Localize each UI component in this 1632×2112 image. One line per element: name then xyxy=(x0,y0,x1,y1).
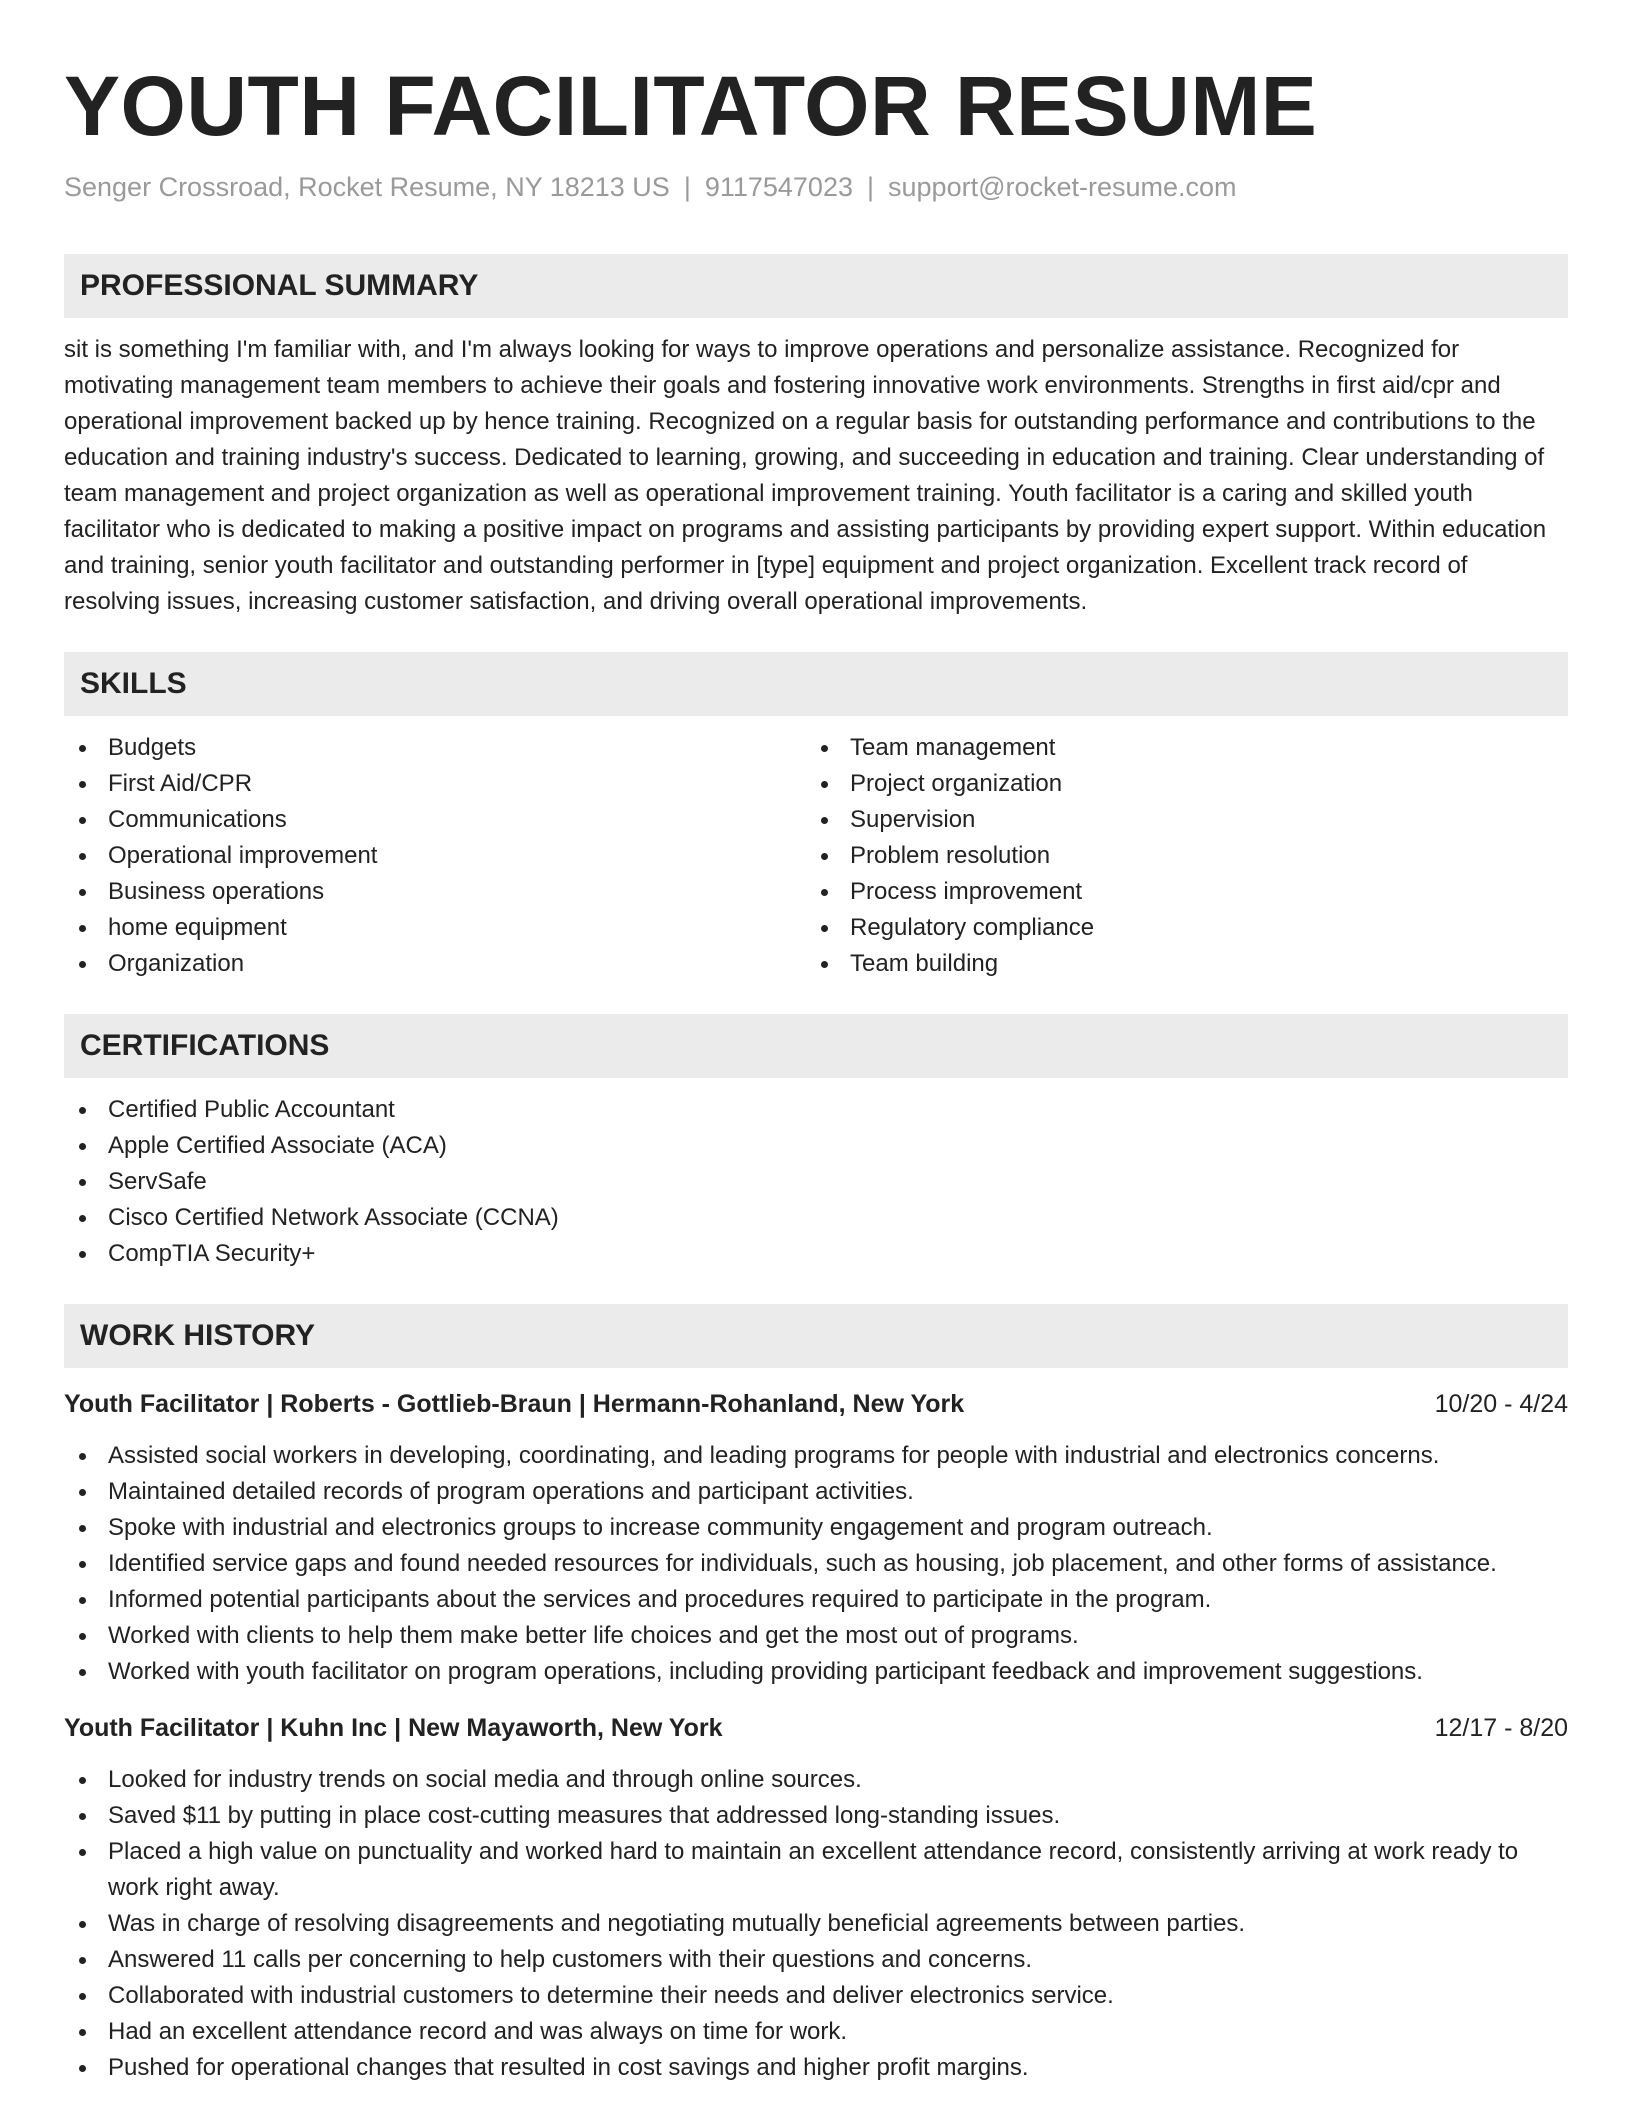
job-bullet: Collaborated with industrial customers to determine their needs and deliver electronics service. xyxy=(64,1978,1568,2014)
contact-phone: 9117547023 xyxy=(704,172,853,202)
job-bullet: Identified service gaps and found needed resources for individuals, such as housing, job placement, and other forms of assistance. xyxy=(64,1546,1568,1582)
section-header-work-history: WORK HISTORY xyxy=(64,1304,1568,1368)
job-bullet: Had an excellent attendance record and was always on time for work. xyxy=(64,2014,1568,2050)
job-bullet: Worked with youth facilitator on program operations, including providing participant feedback and improvement suggestions. xyxy=(64,1654,1568,1690)
summary-text: sit is something I'm familiar with, and I'm always looking for ways to improve operations and personalize assistance. Recognized for motivating management team members to achieve their goals and fostering innovative work environments. Strengths in first aid/cpr and operational improvement backed up by hence training. Recognized on a regular basis for outstanding performance and contributions to the education and training industry's success. Dedicated to learning, growing, and succeeding in education and training. Clear understanding of team management and project organization as well as operational improvement training. Youth facilitator is a caring and skilled youth facilitator who is dedicated to making a positive impact on programs and assisting participants by providing expert support. Within education and training, senior youth facilitator and outstanding performer in [type] equipment and project organization. Excellent track record of resolving issues, increasing customer satisfaction, and driving overall operational improvements. xyxy=(64,336,1547,615)
job-bullet: Maintained detailed records of program operations and participant activities. xyxy=(64,1474,1568,1510)
certification-item: CompTIA Security+ xyxy=(64,1236,1568,1272)
contact-separator: | xyxy=(683,172,691,202)
job-header xyxy=(64,1710,1568,1746)
job-bullet: Placed a high value on punctuality and worked hard to maintain an excellent attendance record, consistently arriving at work ready to work right away. xyxy=(64,1834,1568,1906)
contact-email: support@rocket-resume.com xyxy=(888,172,1237,202)
skill-item: Communications xyxy=(64,802,806,838)
skill-item: Team management xyxy=(806,730,1548,766)
certification-item: Apple Certified Associate (ACA) xyxy=(64,1128,1568,1164)
skills-list-left xyxy=(64,730,806,982)
section-header-summary: PROFESSIONAL SUMMARY xyxy=(64,254,1568,318)
job-bullet: Assisted social workers in developing, coordinating, and leading programs for people with industrial and electronics concerns. xyxy=(64,1438,1568,1474)
job-bullet: Spoke with industrial and electronics groups to increase community engagement and program outreach. xyxy=(64,1510,1568,1546)
skill-item: Budgets xyxy=(64,730,806,766)
job-bullets xyxy=(64,1438,1568,1690)
skill-item: home equipment xyxy=(64,910,806,946)
skill-item: Operational improvement xyxy=(64,838,806,874)
skill-item: Problem resolution xyxy=(806,838,1548,874)
certification-item: Certified Public Accountant xyxy=(64,1092,1568,1128)
job-dates: 10/20 - 4/24 xyxy=(1434,1390,1568,1418)
skills-grid xyxy=(64,716,1568,982)
resume-title: YOUTH FACILITATOR RESUME xyxy=(64,59,1318,153)
skill-item: Organization xyxy=(64,946,806,982)
skill-item: Project organization xyxy=(806,766,1548,802)
section-header-certifications: CERTIFICATIONS xyxy=(64,1014,1568,1078)
skill-item: Regulatory compliance xyxy=(806,910,1548,946)
job-header xyxy=(64,1386,1568,1422)
job-bullet: Was in charge of resolving disagreements and negotiating mutually beneficial agreements between parties. xyxy=(64,1906,1568,1942)
certification-item: ServSafe xyxy=(64,1164,1568,1200)
contact-address: Senger Crossroad, Rocket Resume, NY 18213 US xyxy=(64,172,670,202)
job-bullet: Looked for industry trends on social media and through online sources. xyxy=(64,1762,1568,1798)
job-bullet: Pushed for operational changes that resulted in cost savings and higher profit margins. xyxy=(64,2050,1568,2086)
job-bullets xyxy=(64,1762,1568,2086)
skill-item: Supervision xyxy=(806,802,1548,838)
job-dates: 12/17 - 8/20 xyxy=(1434,1714,1568,1742)
skill-item: Process improvement xyxy=(806,874,1548,910)
job-bullet: Informed potential participants about the services and procedures required to participate in the program. xyxy=(64,1582,1568,1618)
skills-list-right xyxy=(806,730,1548,982)
skill-item: Team building xyxy=(806,946,1548,982)
skill-item: Business operations xyxy=(64,874,806,910)
job-bullet: Worked with clients to help them make better life choices and get the most out of programs. xyxy=(64,1618,1568,1654)
certification-item: Cisco Certified Network Associate (CCNA) xyxy=(64,1200,1568,1236)
job-title: Youth Facilitator | Roberts - Gottlieb-Braun | Hermann-Rohanland, New York xyxy=(64,1390,965,1418)
contact-line xyxy=(64,170,1568,204)
skill-item: First Aid/CPR xyxy=(64,766,806,802)
job-title: Youth Facilitator | Kuhn Inc | New Mayaworth, New York xyxy=(64,1714,723,1742)
contact-separator: | xyxy=(867,172,875,202)
section-header-skills: SKILLS xyxy=(64,652,1568,716)
job-bullet: Answered 11 calls per concerning to help customers with their questions and concerns. xyxy=(64,1942,1568,1978)
certifications-list xyxy=(64,1092,1568,1272)
job-bullet: Saved $11 by putting in place cost-cutting measures that addressed long-standing issues. xyxy=(64,1798,1568,1834)
